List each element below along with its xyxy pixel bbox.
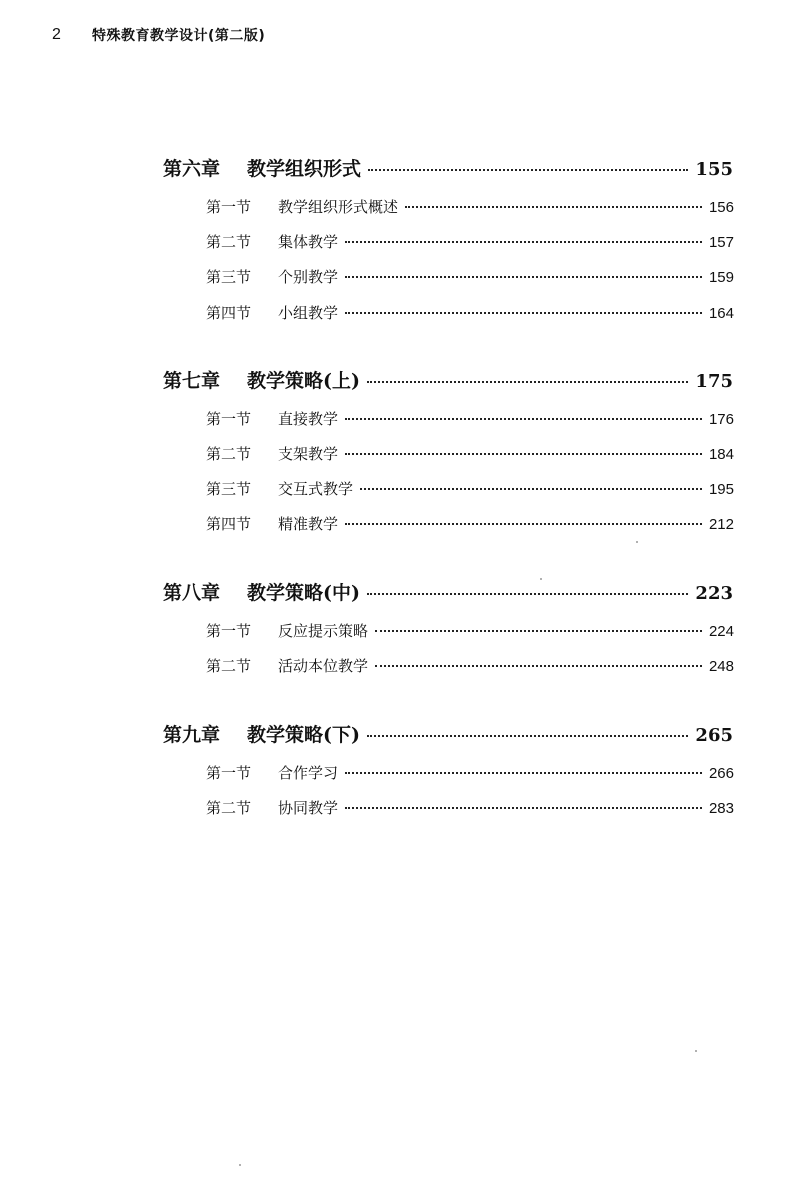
section-label: 第三节 <box>206 480 252 498</box>
section-title: 教学组织形式概述 <box>278 198 399 216</box>
section-page-number: 224 <box>708 623 734 640</box>
chapter-title: 教学策略(下) <box>247 724 360 746</box>
toc-section-8-2[interactable] <box>206 655 734 679</box>
dot-leader <box>367 734 688 737</box>
section-page-number: 195 <box>708 481 734 498</box>
dot-leader <box>345 275 702 278</box>
section-page-number: 266 <box>708 765 734 782</box>
dot-leader <box>367 592 688 595</box>
dot-leader <box>375 629 702 632</box>
section-title: 协同教学 <box>278 799 339 817</box>
print-speck <box>540 578 542 580</box>
section-title: 支架教学 <box>278 445 339 463</box>
toc-section-7-2[interactable] <box>206 443 734 467</box>
dot-leader <box>375 664 702 667</box>
section-label: 第一节 <box>206 410 252 428</box>
section-label: 第二节 <box>206 799 252 817</box>
section-title: 集体教学 <box>278 233 339 251</box>
chapter-label: 第九章 <box>163 724 221 746</box>
section-label: 第二节 <box>206 657 252 675</box>
section-page-number: 157 <box>708 234 734 251</box>
toc-section-9-2[interactable] <box>206 797 734 821</box>
dot-leader <box>345 417 702 420</box>
dot-leader <box>345 240 702 243</box>
toc-chapter-8[interactable] <box>163 578 733 606</box>
dot-leader <box>405 205 702 208</box>
chapter-page-number: 223 <box>695 583 733 604</box>
chapter-label: 第六章 <box>163 158 221 180</box>
running-title: 特殊教育教学设计(第二版) <box>92 28 266 44</box>
dot-leader <box>367 380 688 383</box>
section-label: 第一节 <box>206 622 252 640</box>
section-page-number: 212 <box>708 516 734 533</box>
toc-section-9-1[interactable] <box>206 762 734 786</box>
toc-section-6-4[interactable] <box>206 302 734 326</box>
page-number: 2 <box>52 26 61 43</box>
chapter-label: 第八章 <box>163 582 221 604</box>
section-title: 合作学习 <box>278 764 339 782</box>
section-title: 精准教学 <box>278 515 339 533</box>
section-page-number: 184 <box>708 446 734 463</box>
section-page-number: 176 <box>708 411 734 428</box>
dot-leader <box>345 522 702 525</box>
toc-section-7-4[interactable] <box>206 513 734 537</box>
section-label: 第一节 <box>206 198 252 216</box>
dot-leader <box>345 771 702 774</box>
section-label: 第二节 <box>206 445 252 463</box>
section-page-number: 159 <box>708 269 734 286</box>
section-label: 第四节 <box>206 515 252 533</box>
print-speck <box>695 1050 697 1052</box>
chapter-title: 教学组织形式 <box>247 158 362 180</box>
section-title: 反应提示策略 <box>278 622 369 640</box>
dot-leader <box>345 311 702 314</box>
section-title: 小组教学 <box>278 304 339 322</box>
toc-chapter-7[interactable] <box>163 366 733 394</box>
dot-leader <box>345 452 702 455</box>
toc-section-6-1[interactable] <box>206 196 734 220</box>
chapter-page-number: 155 <box>695 159 733 180</box>
toc-section-7-1[interactable] <box>206 408 734 432</box>
section-page-number: 283 <box>708 800 734 817</box>
toc-chapter-6[interactable] <box>163 154 733 182</box>
chapter-page-number: 175 <box>695 371 733 392</box>
toc-chapter-9[interactable] <box>163 720 733 748</box>
print-speck <box>636 541 638 543</box>
chapter-page-number: 265 <box>695 725 733 746</box>
section-page-number: 164 <box>708 305 734 322</box>
chapter-title: 教学策略(中) <box>247 582 360 604</box>
section-title: 直接教学 <box>278 410 339 428</box>
dot-leader <box>368 168 688 171</box>
section-page-number: 248 <box>708 658 734 675</box>
toc-section-7-3[interactable] <box>206 478 734 502</box>
section-label: 第四节 <box>206 304 252 322</box>
toc-section-6-2[interactable] <box>206 231 734 255</box>
chapter-title: 教学策略(上) <box>247 370 360 392</box>
print-speck <box>239 1164 241 1166</box>
section-label: 第一节 <box>206 764 252 782</box>
section-label: 第三节 <box>206 268 252 286</box>
section-label: 第二节 <box>206 233 252 251</box>
section-title: 活动本位教学 <box>278 657 369 675</box>
toc-section-8-1[interactable] <box>206 620 734 644</box>
section-title: 交互式教学 <box>278 480 354 498</box>
dot-leader <box>360 487 702 490</box>
chapter-label: 第七章 <box>163 370 221 392</box>
toc-section-6-3[interactable] <box>206 266 734 290</box>
section-title: 个别教学 <box>278 268 339 286</box>
section-page-number: 156 <box>708 199 734 216</box>
dot-leader <box>345 806 702 809</box>
